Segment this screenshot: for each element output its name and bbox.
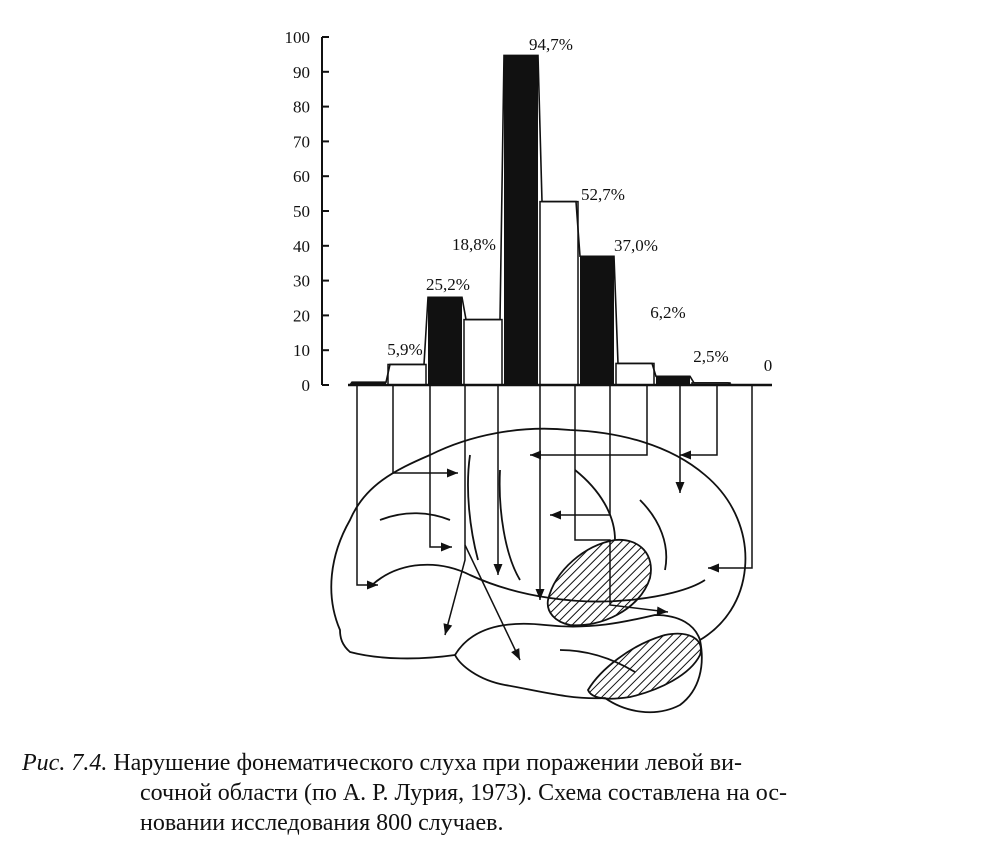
y-tick-label: 40 — [293, 236, 310, 256]
caption-line-3: новании исследования 800 случаев. — [140, 810, 504, 836]
caption-line-2: сочной области (по А. Р. Лурия, 1973). Схема составлена на ос- — [140, 780, 788, 806]
data-label: 37,0% — [614, 236, 658, 255]
data-label: 18,8% — [452, 235, 496, 254]
connector-line — [530, 385, 647, 455]
bar — [616, 363, 654, 385]
arrowhead — [708, 564, 719, 573]
bar — [388, 364, 426, 385]
arrowhead — [676, 482, 685, 493]
cerebellum-hatch — [588, 634, 701, 699]
bar — [504, 55, 538, 385]
connector-line — [393, 385, 458, 473]
data-label: 0 — [763, 356, 773, 375]
arrowhead — [441, 543, 452, 552]
precentral-sulcus — [468, 455, 478, 560]
caption-label: Рис. 7.4. — [22, 750, 108, 776]
data-label: 6,2% — [650, 303, 686, 322]
y-tick-label: 80 — [293, 97, 310, 117]
figure-caption — [22, 748, 982, 838]
y-axis — [285, 28, 330, 395]
y-tick-label: 60 — [293, 167, 310, 187]
arrowhead — [494, 564, 503, 575]
y-tick-label: 90 — [293, 62, 310, 82]
y-tick-label: 10 — [293, 341, 310, 361]
y-tick-label: 0 — [301, 376, 310, 395]
y-tick-label: 30 — [293, 271, 310, 291]
connector-line — [430, 385, 452, 547]
caption-line-1: Нарушение фонематического слуха при поражении левой ви- — [113, 750, 742, 776]
arrowhead — [530, 451, 541, 460]
bar — [428, 297, 462, 385]
central-sulcus — [500, 470, 520, 580]
bar — [464, 320, 502, 385]
arrowhead — [447, 469, 458, 478]
connector-line — [550, 385, 610, 515]
y-tick-label: 100 — [284, 28, 310, 47]
frontal-sulcus — [380, 513, 450, 520]
bar — [656, 376, 690, 385]
data-label: 52,7% — [581, 185, 625, 204]
arrowhead — [550, 511, 561, 520]
connector-line — [680, 385, 717, 455]
arrowhead — [444, 623, 453, 635]
connector-line — [445, 385, 465, 635]
data-label: 5,9% — [387, 340, 423, 359]
parietal-sulcus — [575, 470, 615, 540]
lesion-area — [548, 540, 651, 625]
y-tick-label: 20 — [293, 306, 310, 326]
arrowhead — [536, 589, 545, 600]
bar — [540, 202, 578, 385]
data-label: 2,5% — [693, 347, 729, 366]
bar — [580, 256, 614, 385]
data-label: 94,7% — [529, 35, 573, 54]
y-tick-label: 70 — [293, 132, 310, 152]
connector-line — [708, 385, 752, 568]
y-tick-label: 50 — [293, 202, 310, 221]
bars — [348, 55, 772, 385]
data-label: 25,2% — [426, 275, 470, 294]
